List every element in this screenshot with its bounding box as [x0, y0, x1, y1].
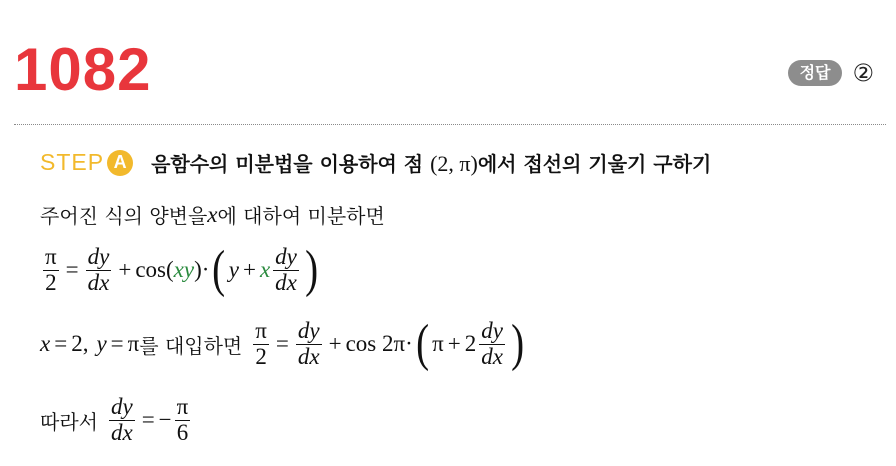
step-label: STEP: [40, 149, 105, 175]
substitution-text: 를 대입하면: [139, 333, 243, 358]
conclusion-line: [40, 395, 193, 446]
slope-result: $\frac{dy}{dx}$ = − $\frac{\pi}{6}$: [110, 394, 189, 445]
fraction-dy-dx-inner: $\frac{dy}{dx}$: [275, 243, 297, 295]
answer-area: [788, 60, 874, 86]
step-letter-badge: A: [107, 150, 133, 176]
substitution-line: [40, 315, 527, 372]
substituted-equation: $\frac{\pi}{2}$ = $\frac{dy}{dx}$ + cos 2π · ( π + 2 $\frac{dy}{dx}$ ): [255, 315, 525, 372]
step-title-point: (2, π): [430, 151, 478, 176]
step-title: [151, 148, 711, 177]
step-title-pre: 음함수의 미분법을 이용하여 점: [151, 152, 431, 176]
step-title-post: 에서 접선의 기울기 구하기: [477, 152, 712, 176]
intro-var: x: [207, 201, 218, 227]
dotted-divider: [14, 124, 886, 125]
answer-value: ②: [852, 59, 874, 87]
step-heading: [40, 148, 711, 177]
fraction-dy-dx: $\frac{dy}{dx}$: [87, 243, 110, 295]
intro-text-b: 에 대하여 미분하면: [217, 204, 385, 228]
problem-number: 1082: [14, 36, 152, 103]
derivative-equation: $\frac{\pi}{2}$ = $\frac{dy}{dx}$ + cos ( xy ) · ( y + x $\frac{dy}{dx}$ ): [45, 241, 319, 298]
answer-badge: 정답: [788, 60, 843, 86]
fraction-pi-over-2: $\frac{\pi}{2}$: [45, 243, 57, 295]
intro-line: [40, 200, 385, 229]
intro-text-a: 주어진 식의 양변을: [40, 204, 208, 228]
conclusion-text: 따라서: [40, 409, 98, 434]
substitution-condition: x = 2, y = π: [40, 331, 140, 356]
